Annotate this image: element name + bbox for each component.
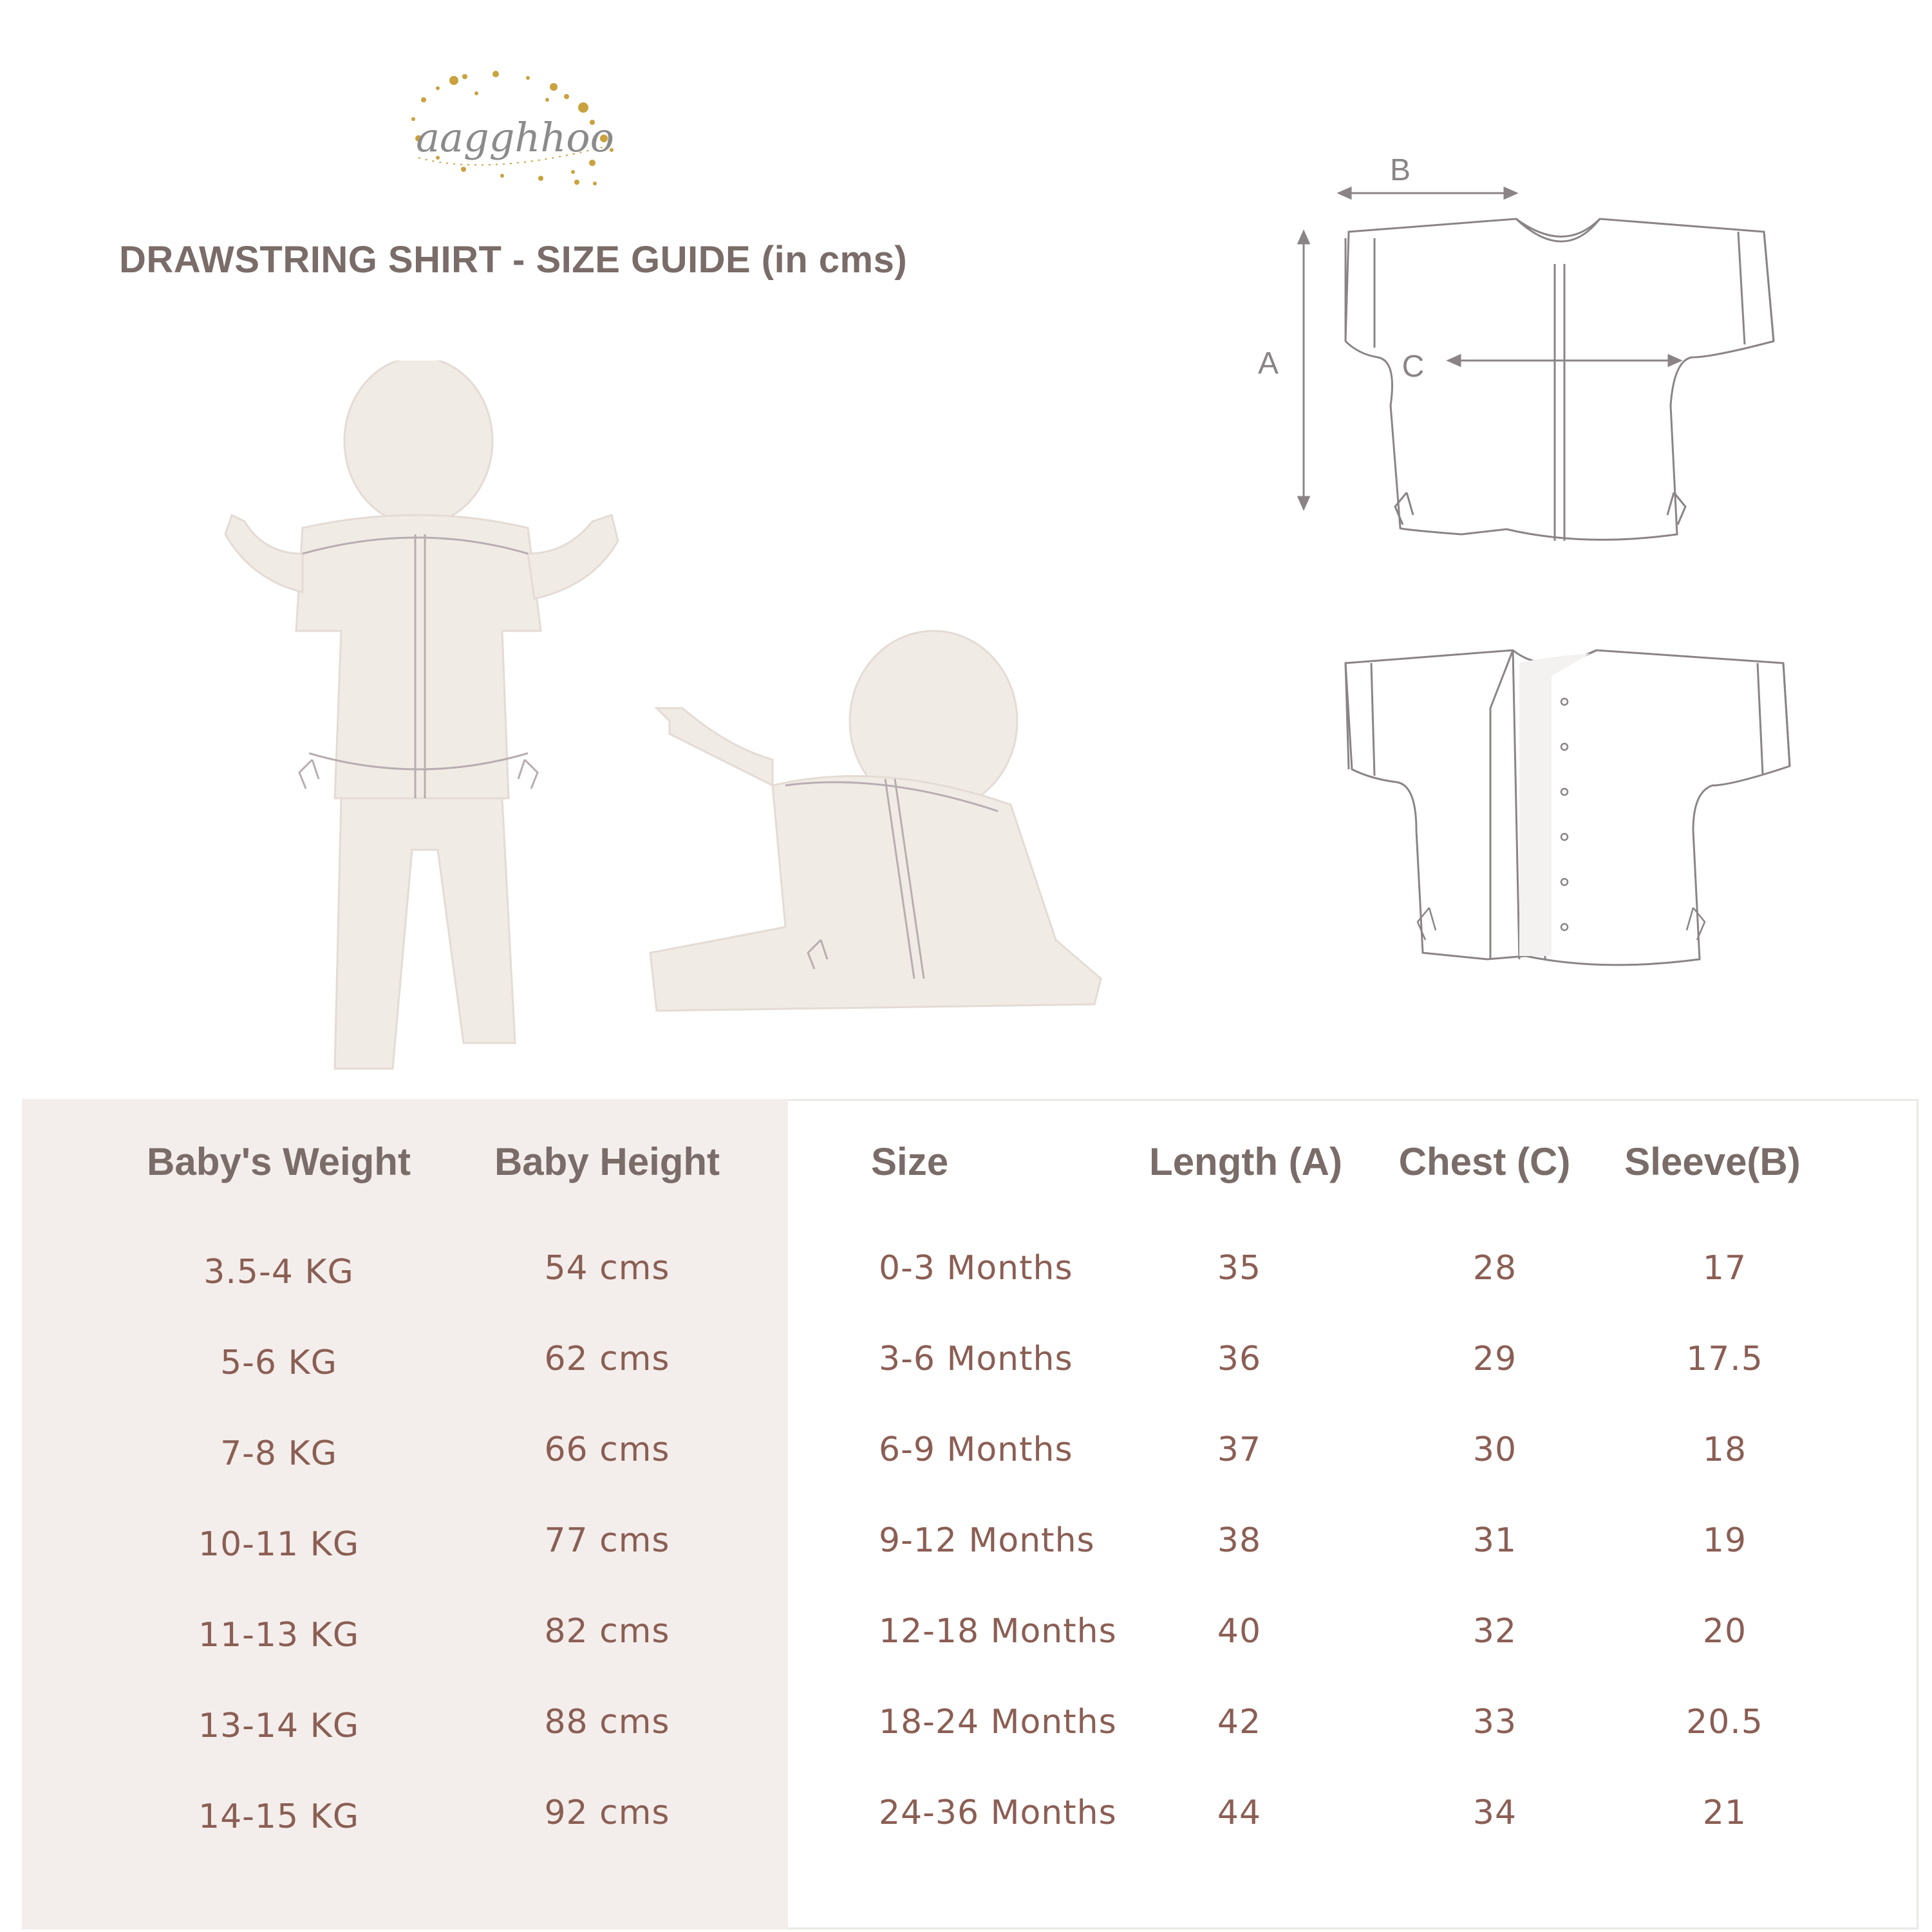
cell-size: 3-6 Months [879, 1340, 1073, 1378]
size-table-left-panel [22, 1099, 788, 1929]
header-sleeve: Sleeve(B) [1624, 1140, 1801, 1183]
header-chest: Chest (C) [1398, 1140, 1571, 1183]
cell-size: 6-9 Months [879, 1430, 1073, 1469]
cell-sleeve: 20 [1702, 1612, 1747, 1651]
cell-weight: 10-11 KG [198, 1525, 360, 1564]
header-size: Size [871, 1140, 949, 1183]
cell-length: 44 [1217, 1794, 1262, 1832]
cell-size: 0-3 Months [879, 1249, 1073, 1288]
cell-length: 35 [1217, 1249, 1262, 1288]
cell-height: 66 cms [544, 1430, 670, 1469]
cell-size: 18-24 Months [879, 1703, 1117, 1741]
cell-sleeve: 18 [1702, 1430, 1747, 1469]
logo-text: aagghhoo [416, 114, 614, 161]
cell-chest: 31 [1472, 1521, 1517, 1560]
cell-size: 9-12 Months [879, 1521, 1095, 1560]
cell-weight: 7-8 KG [220, 1434, 337, 1473]
header-length: Length (A) [1149, 1140, 1342, 1183]
cell-chest: 29 [1472, 1340, 1517, 1378]
page-title: DRAWSTRING SHIRT - SIZE GUIDE (in cms) [119, 239, 908, 281]
cell-size: 12-18 Months [879, 1612, 1117, 1651]
cell-chest: 30 [1472, 1430, 1517, 1469]
cell-height: 92 cms [544, 1794, 670, 1832]
cell-chest: 33 [1472, 1703, 1517, 1741]
cell-sleeve: 20.5 [1686, 1703, 1763, 1741]
cell-height: 82 cms [544, 1612, 670, 1651]
cell-sleeve: 19 [1702, 1521, 1747, 1560]
cell-length: 38 [1217, 1521, 1262, 1560]
cell-sleeve: 21 [1702, 1794, 1747, 1832]
standing-baby-figure [225, 361, 618, 1069]
cell-length: 40 [1217, 1612, 1262, 1651]
cell-weight: 3.5-4 KG [203, 1253, 354, 1291]
cell-length: 36 [1217, 1340, 1262, 1378]
baby-illustrations [206, 361, 1107, 1082]
cell-height: 88 cms [544, 1703, 670, 1741]
cell-size: 24-36 Months [879, 1794, 1117, 1832]
cell-chest: 32 [1472, 1612, 1517, 1651]
cell-sleeve: 17 [1702, 1249, 1747, 1288]
header-baby-height: Baby Height [494, 1140, 720, 1183]
cell-weight: 11-13 KG [198, 1616, 360, 1655]
cell-height: 77 cms [544, 1521, 670, 1560]
cell-weight: 14-15 KG [198, 1797, 360, 1836]
cell-sleeve: 17.5 [1686, 1340, 1763, 1378]
cell-height: 54 cms [544, 1249, 670, 1288]
sitting-baby-figure [650, 631, 1101, 1011]
cell-length: 42 [1217, 1703, 1262, 1741]
label-a: A [1257, 346, 1279, 380]
label-c: C [1402, 350, 1425, 384]
cell-height: 62 cms [544, 1340, 670, 1378]
label-b: B [1389, 153, 1411, 187]
cell-weight: 5-6 KG [220, 1344, 337, 1382]
cell-chest: 28 [1472, 1249, 1517, 1288]
cell-chest: 34 [1472, 1794, 1517, 1832]
cell-weight: 13-14 KG [198, 1707, 360, 1745]
header-babys-weight: Baby's Weight [147, 1140, 411, 1183]
cell-length: 37 [1217, 1430, 1262, 1469]
shirt-measurement-diagram [1249, 135, 1828, 573]
brand-logo [399, 61, 631, 196]
shirt-open-diagram [1333, 637, 1809, 985]
